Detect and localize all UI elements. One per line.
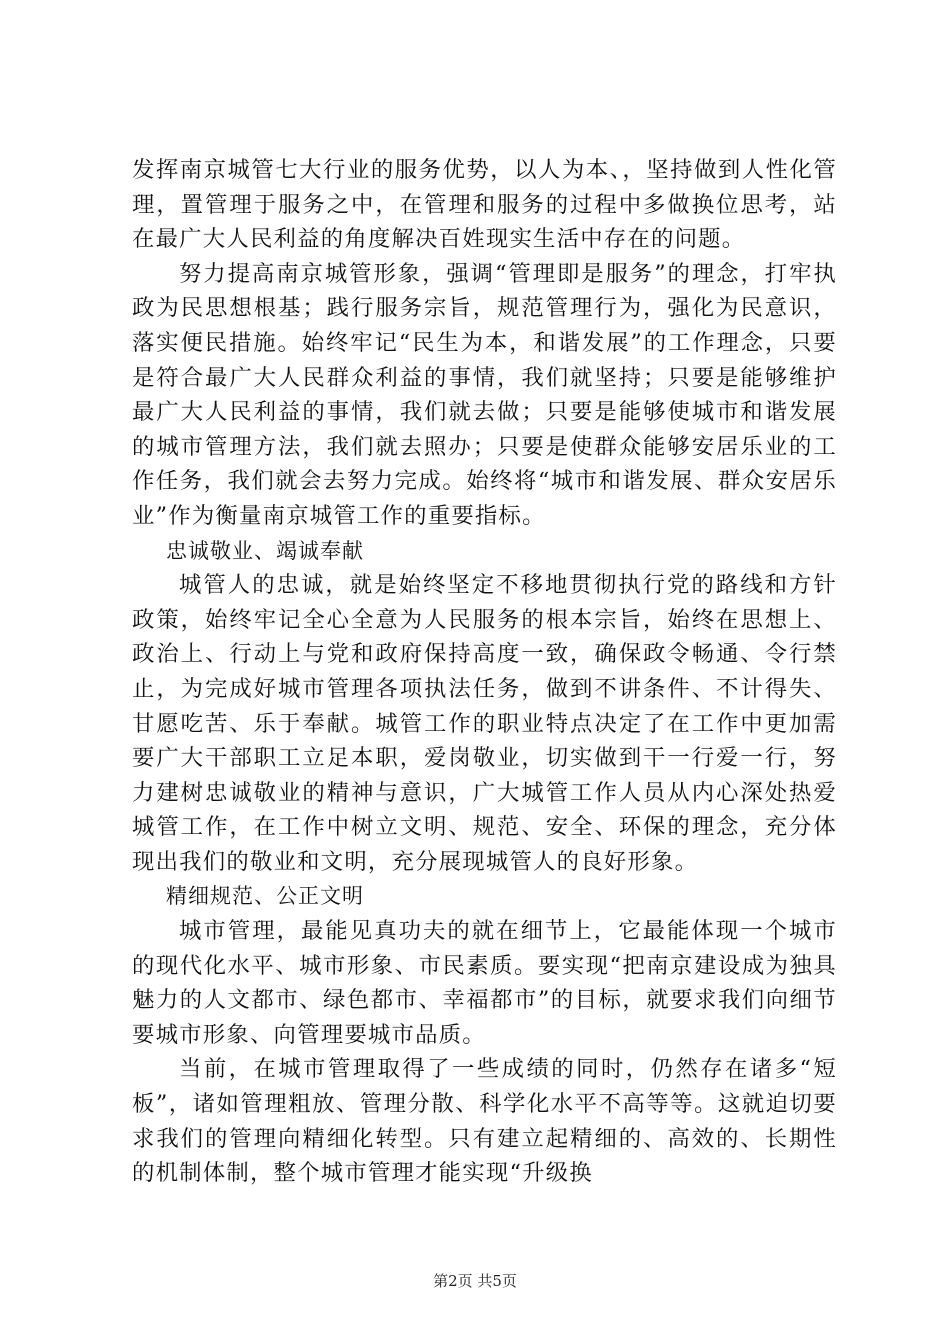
paragraph-current-state: 当前，在城市管理取得了一些成绩的同时，仍然存在诸多“短板”，诸如管理粗放、管理分散、科学化水平不高等等。这就迫切要求我们的管理向精细化转型。只有建立起精细的、高效的、长期性的机制体制，整个城市管理才能实现“升级换: [132, 1056, 837, 1187]
paragraph-image-improvement: 努力提高南京城管形象，强调“管理即是服务”的理念，打牢执政为民思想根基；践行服务宗旨，规范管理行为，强化为民意识，落实便民措施。始终牢记“民生为本，和谐发展”的工作理念，只要是符合最广大人民群众利益的事情，我们就坚持；只要是能够维护最广大人民利益的事情，我们就去做；只要是能够使城市和谐发展的城市管理方法，我们就去照办；只要是使群众能够安居乐业的工作任务，我们就会去努力完成。始终将“城市和谐发展、群众安居乐业”作为衡量南京城管工作的重要指标。: [132, 260, 837, 529]
section-heading-loyalty: 忠诚敬业、竭诚奉献: [166, 538, 364, 563]
section-heading-refinement: 精细规范、公正文明: [166, 884, 364, 909]
paragraph-loyalty: 城管人的忠诚，就是始终坚定不移地贯彻执行党的路线和方针政策，始终牢记全心全意为人民服务的根本宗旨，始终在思想上、政治上、行动上与党和政府保持高度一致，确保政令畅通、令行禁止，为完成好城市管理各项执法任务，做到不讲条件、不计得失、甘愿吃苦、乐于奉献。城管工作的职业特点决定了在工作中更加需要广大干部职工立足本职，爱岗敬业，切实做到干一行爱一行，努力建树忠诚敬业的精神与意识，广大城管工作人员从内心深处热爱城管工作，在工作中树立文明、规范、安全、环保的理念，充分体现出我们的敬业和文明，充分展现城管人的良好形象。: [132, 572, 837, 875]
document-body: [132, 153, 837, 1191]
paragraph-city-details: 城市管理，最能见真功夫的就在细节上，它最能体现一个城市的现代化水平、城市形象、市民素质。要实现“把南京建设成为独具魅力的人文都市、绿色都市、幸福都市”的目标，就要求我们向细节要城市形象、向管理要城市品质。: [132, 918, 837, 1048]
paragraph-service-advantage: 发挥南京城管七大行业的服务优势，以人为本、，坚持做到人性化管理，置管理于服务之中，在管理和服务的过程中多做换位思考，站在最广大人民利益的角度解决百姓现实生活中存在的问题。: [132, 157, 837, 253]
page-footer: 第2页 共5页: [433, 1272, 517, 1290]
